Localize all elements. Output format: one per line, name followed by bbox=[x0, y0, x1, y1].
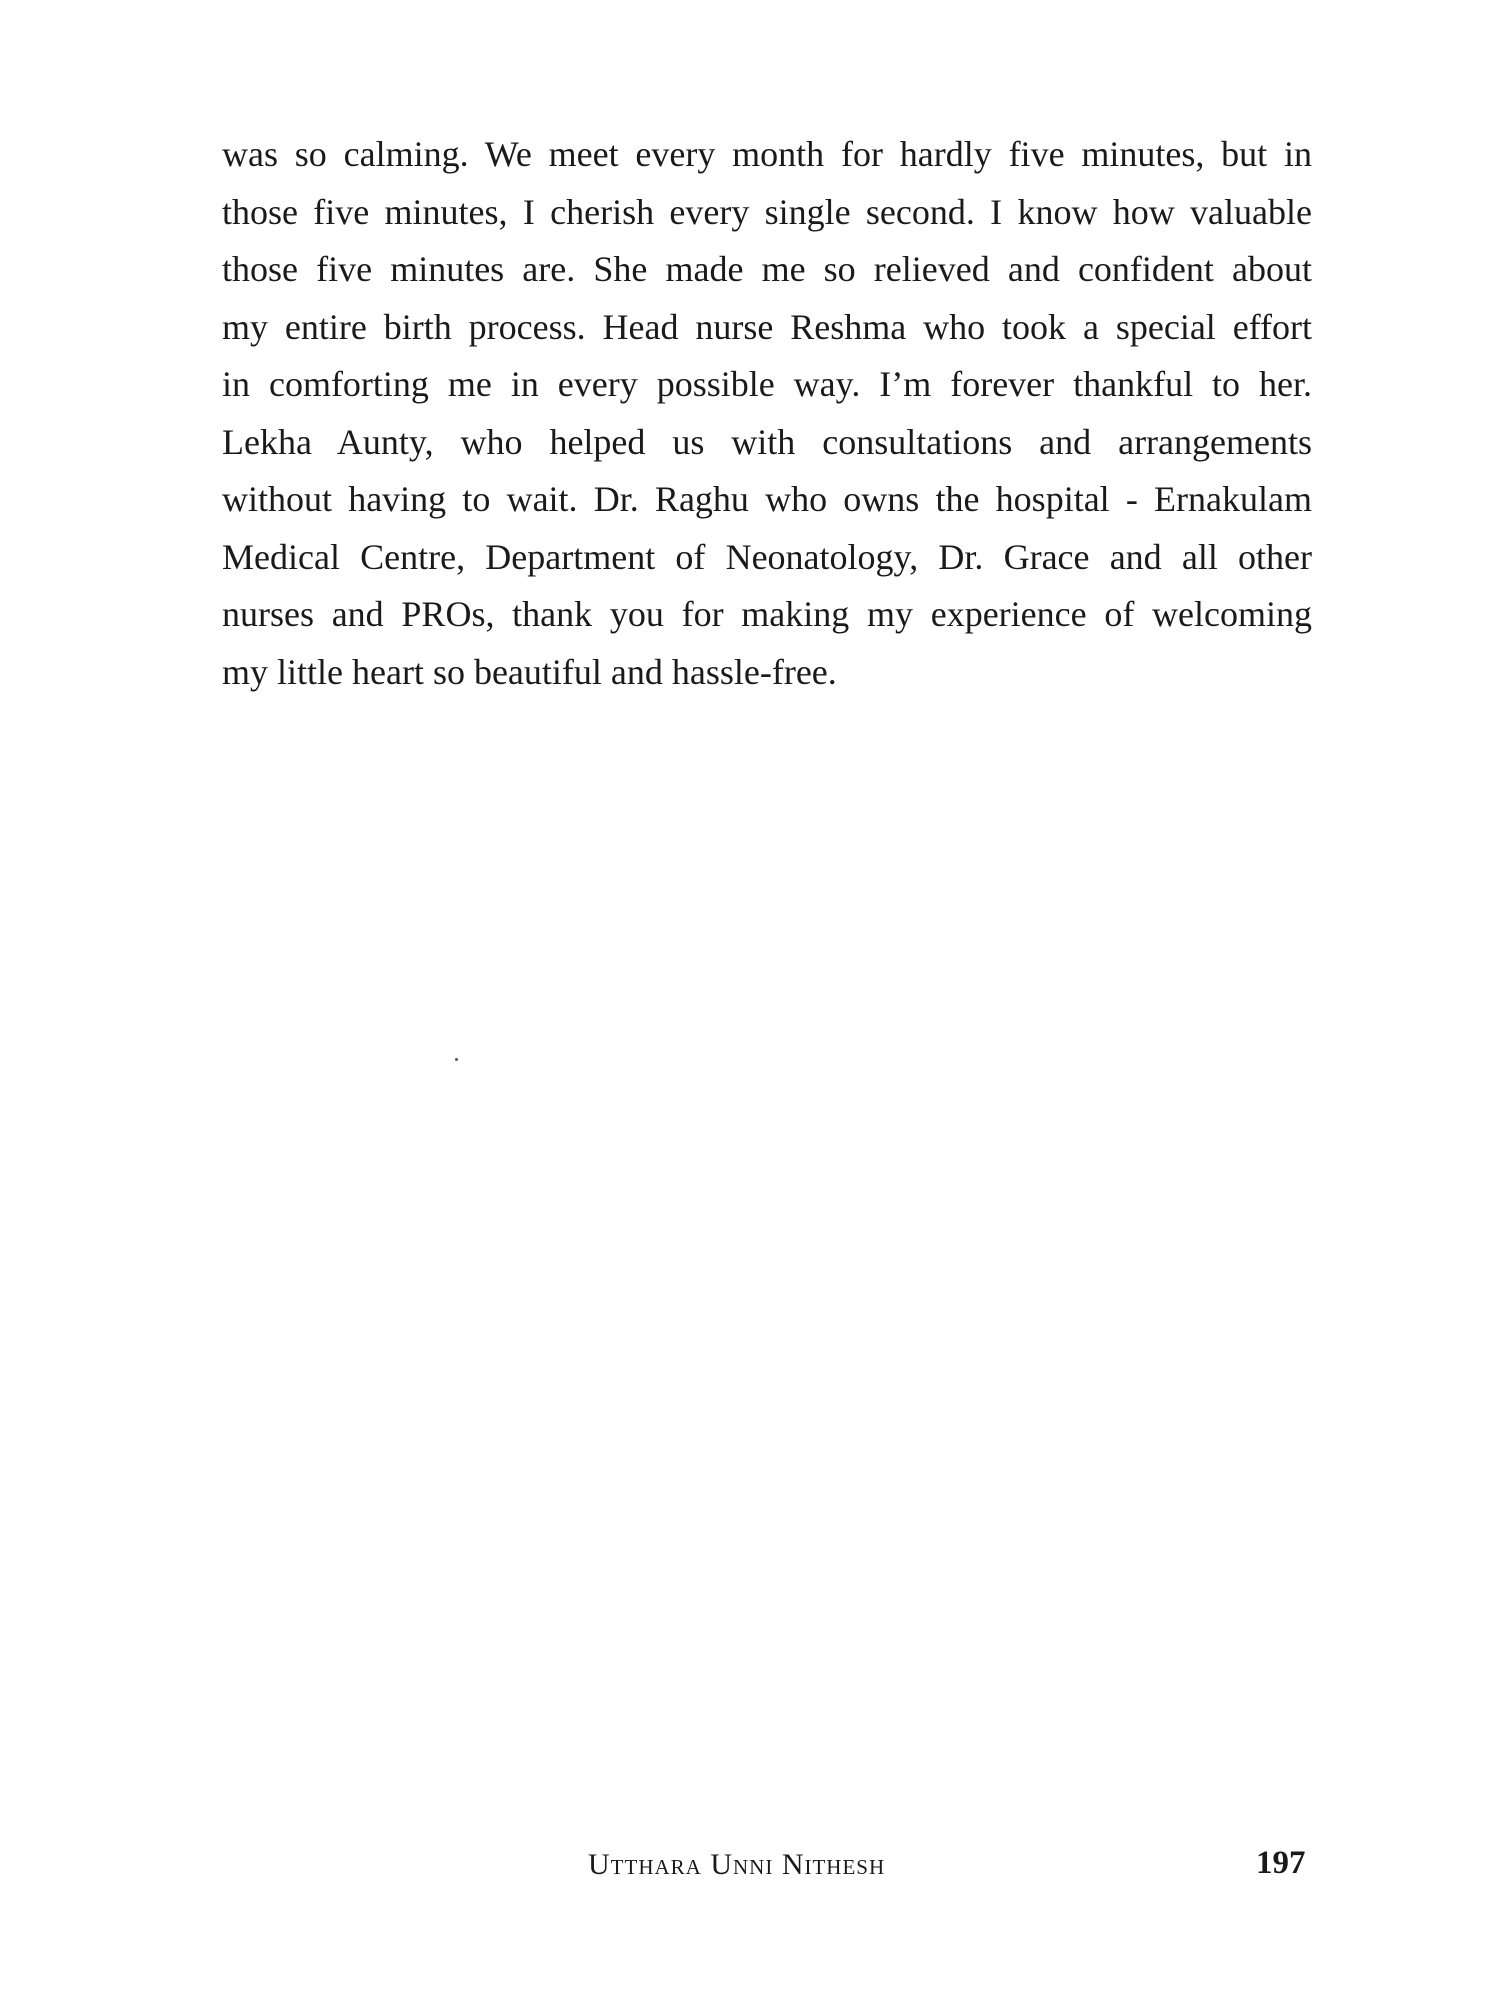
text-line: those five minutes are. She made me so relieved and confident about bbox=[222, 249, 1312, 289]
text-line: my little heart so beautiful and hassle-free. bbox=[222, 651, 837, 692]
running-footer-author: Utthara Unni Nithesh bbox=[588, 1848, 886, 1881]
text-line: my entire birth process. Head nurse Reshma who took a special effort bbox=[222, 306, 1312, 347]
text-line: in comforting me in every possible way. I’m forever thankful to her. bbox=[222, 364, 1312, 404]
text-line: Lekha Aunty, who helped us with consultations and arrangements bbox=[222, 421, 1312, 462]
text-line: those five minutes, I cherish every single second. I know how valuable bbox=[222, 191, 1312, 232]
print-speck bbox=[455, 1058, 458, 1061]
text-line: Medical Centre, Department of Neonatology, Dr. Grace and all other bbox=[222, 536, 1312, 577]
text-line: without having to wait. Dr. Raghu who owns the hospital - Ernakulam bbox=[222, 479, 1312, 519]
body-paragraph bbox=[222, 126, 1312, 701]
page-number: 197 bbox=[1256, 1845, 1306, 1881]
text-line: was so calming. We meet every month for hardly five minutes, but in bbox=[222, 134, 1312, 174]
text-line: nurses and PROs, thank you for making my experience of welcoming bbox=[222, 594, 1312, 634]
